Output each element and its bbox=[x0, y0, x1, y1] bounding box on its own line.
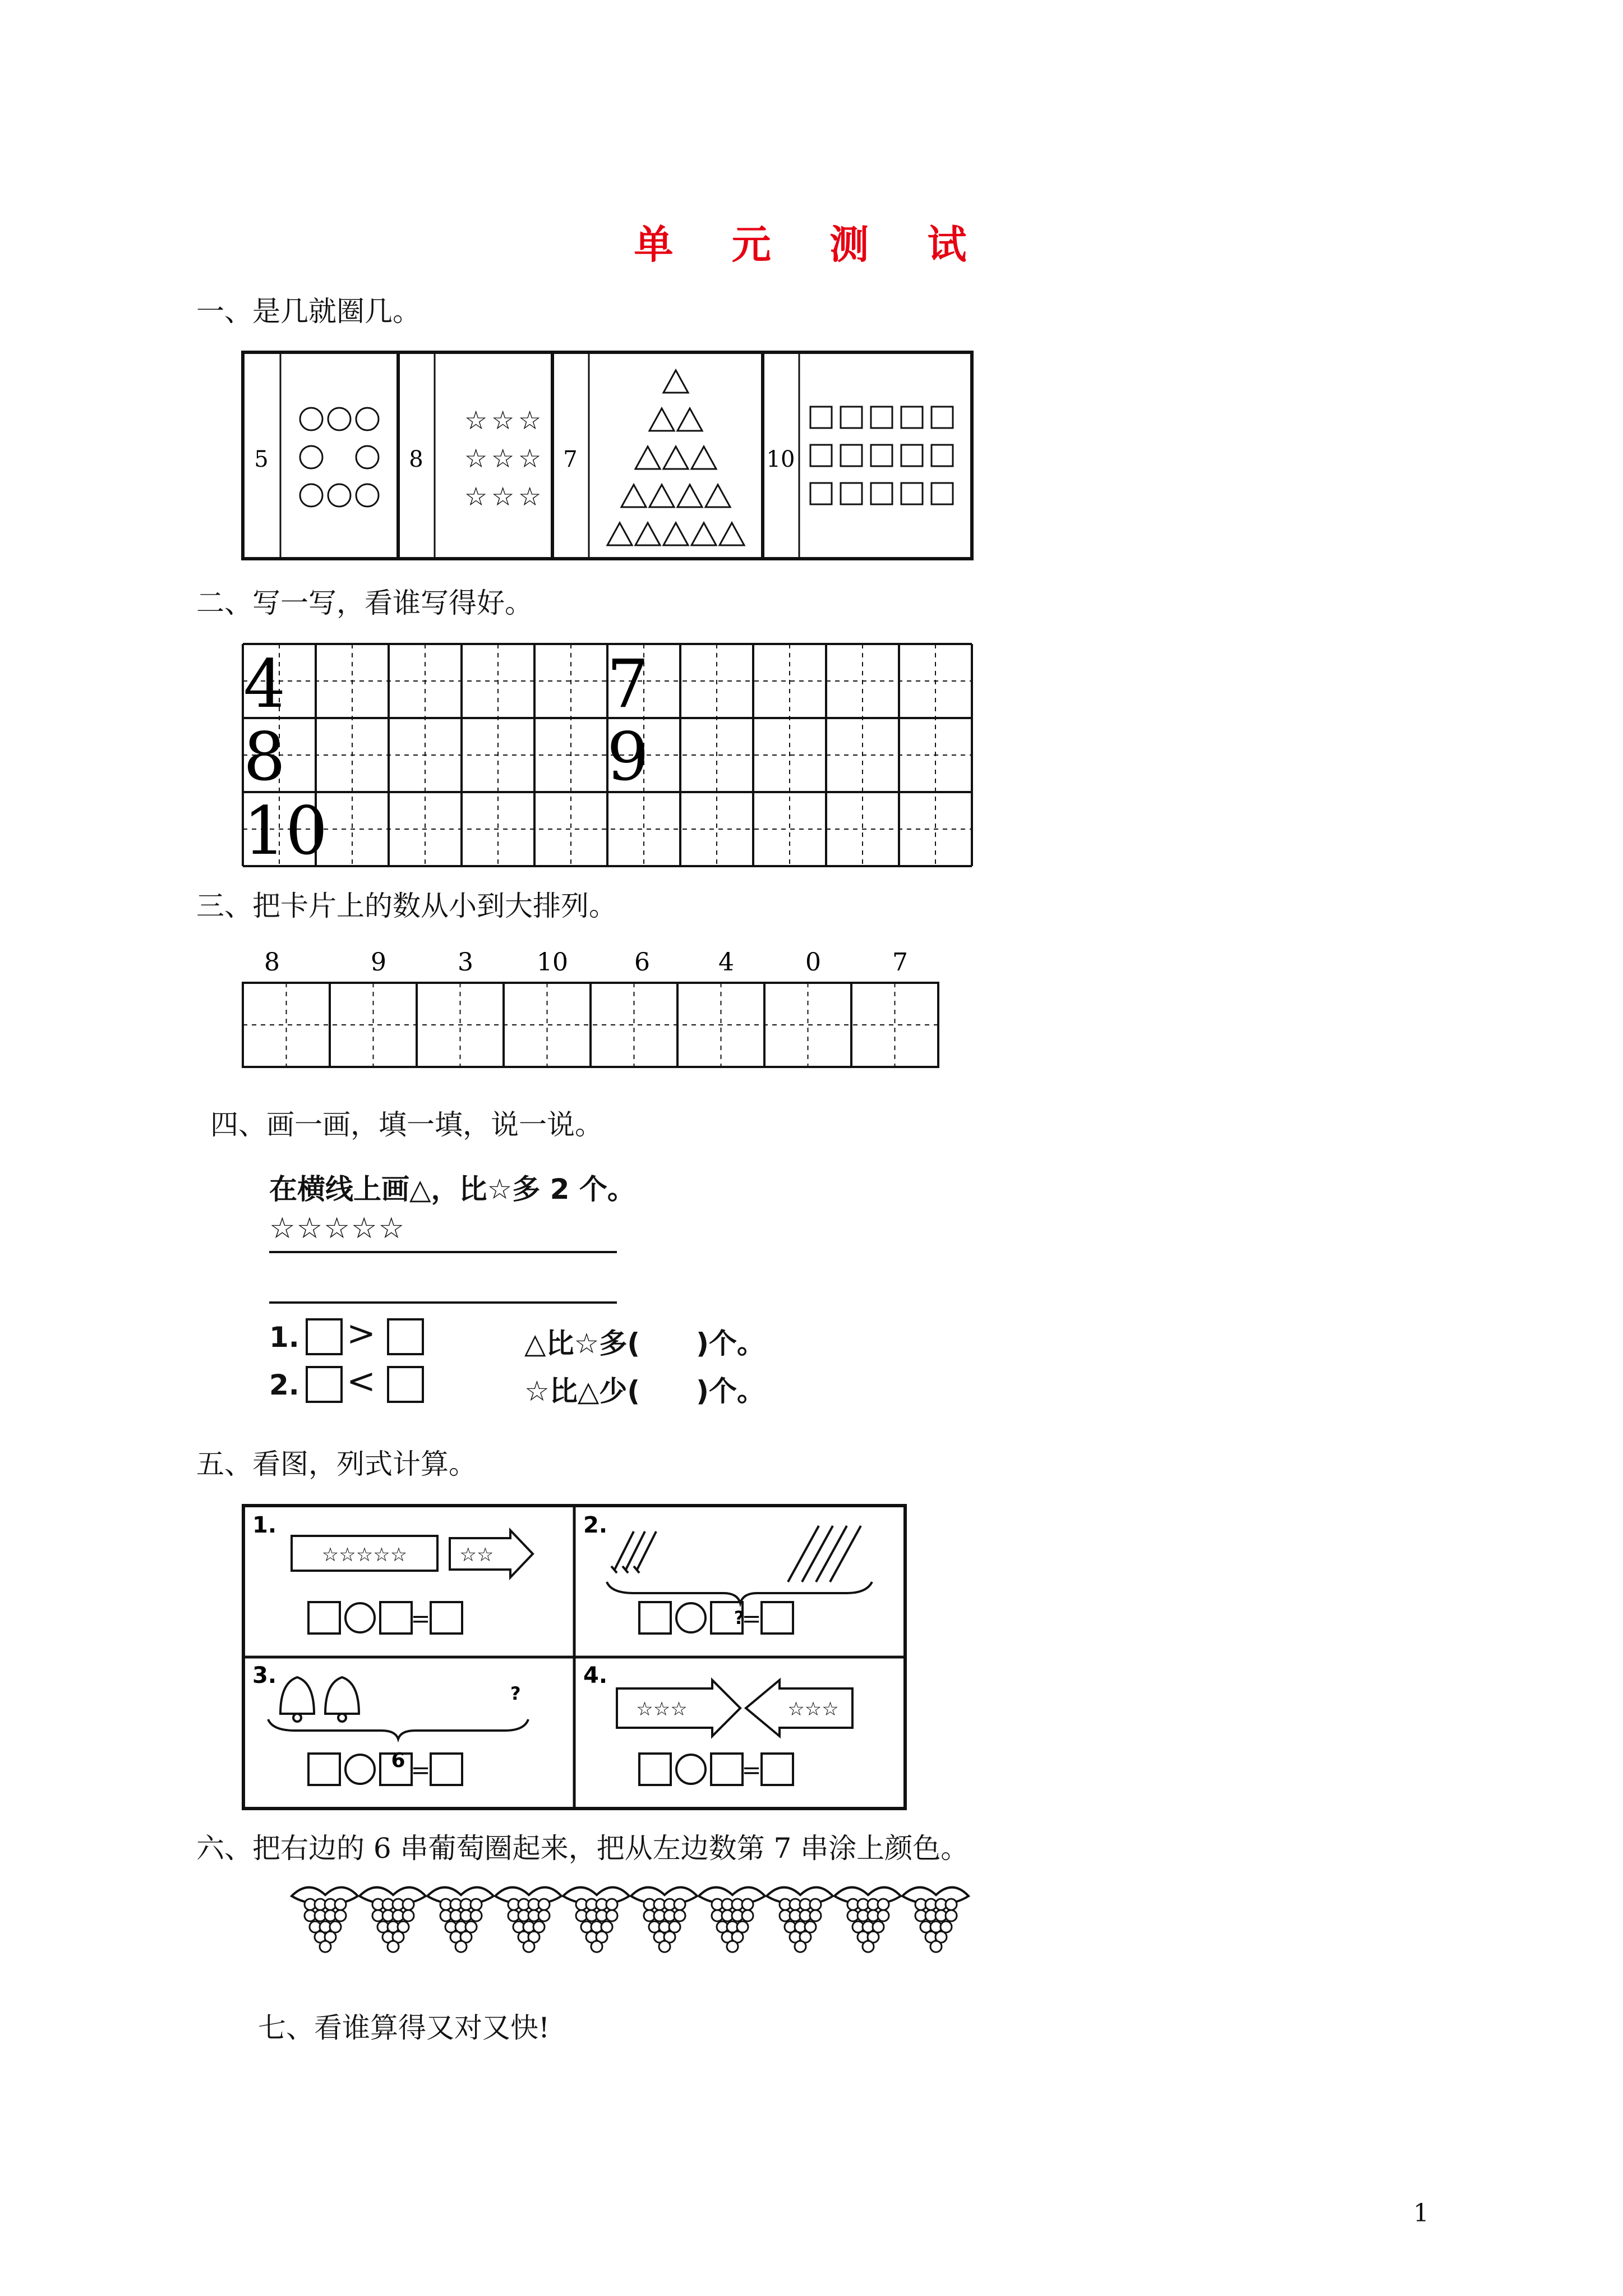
answer-box[interactable] bbox=[308, 1754, 340, 1785]
number-card: 7 bbox=[892, 948, 908, 977]
square-shape bbox=[871, 407, 892, 428]
group-number: 10 bbox=[766, 447, 795, 472]
answer-box[interactable] bbox=[431, 1602, 462, 1634]
star-shape: ☆ bbox=[491, 481, 515, 512]
star-shape: ☆ bbox=[464, 481, 488, 512]
sample-digit: 8 bbox=[243, 718, 286, 795]
square-shape bbox=[932, 445, 953, 466]
sample-digit: 9 bbox=[607, 718, 649, 795]
square-shape bbox=[810, 445, 832, 466]
triangle-shape bbox=[607, 523, 632, 545]
section3-heading: 三、把卡片上的数从小到大排列。 bbox=[196, 890, 617, 922]
triangle-shape bbox=[621, 485, 646, 507]
circle-group bbox=[300, 408, 379, 507]
section6-heading: 六、把右边的 6 串葡萄圈起来，把从左边数第 7 串涂上颜色。 bbox=[196, 1832, 969, 1865]
circle-shape bbox=[356, 484, 379, 507]
square-shape bbox=[810, 407, 832, 428]
draw-line[interactable] bbox=[269, 1301, 617, 1304]
answer-box[interactable] bbox=[380, 1602, 412, 1634]
section1-heading: 一、是几就圈几。 bbox=[196, 295, 421, 328]
triangle-shape bbox=[635, 447, 660, 469]
sample-digit: 7 bbox=[607, 645, 649, 723]
star-shape: ☆ bbox=[491, 405, 515, 435]
triangle-shape bbox=[635, 523, 660, 545]
number-card: 9 bbox=[371, 948, 386, 977]
star-group bbox=[464, 405, 541, 512]
question-text: ☆比△少( )个。 bbox=[524, 1375, 765, 1407]
answer-box[interactable] bbox=[387, 1318, 424, 1355]
triangle-shape bbox=[663, 447, 688, 469]
triangle-shape bbox=[649, 485, 674, 507]
number-card: 8 bbox=[264, 948, 280, 977]
section2-heading: 二、写一写，看谁写得好。 bbox=[196, 587, 533, 619]
circle-shape bbox=[328, 408, 351, 430]
group-number: 5 bbox=[254, 447, 269, 472]
grape-row bbox=[280, 1879, 970, 1958]
counting-table bbox=[241, 351, 976, 564]
writing-grid bbox=[241, 642, 976, 872]
total-number: 6 bbox=[391, 1749, 405, 1772]
answer-box[interactable] bbox=[762, 1754, 793, 1785]
section4-heading: 四、画一画，填一填，说一说。 bbox=[210, 1108, 603, 1141]
circle-shape bbox=[300, 408, 322, 430]
triangle-shape bbox=[691, 523, 716, 545]
triangle-shape bbox=[677, 485, 702, 507]
square-shape bbox=[841, 407, 862, 428]
triangle-shape bbox=[663, 370, 688, 393]
panel-label: 4. bbox=[583, 1663, 608, 1688]
question-label: 2. bbox=[269, 1369, 299, 1401]
circle-shape bbox=[356, 446, 379, 468]
square-shape bbox=[841, 445, 862, 466]
operator-circle[interactable] bbox=[345, 1603, 375, 1632]
grape-bunch-icon[interactable] bbox=[495, 1887, 561, 1952]
question-text: △比☆多( )个。 bbox=[524, 1327, 765, 1360]
section5-heading: 五、看图，列式计算。 bbox=[196, 1448, 477, 1480]
number-card: 3 bbox=[458, 948, 473, 977]
page-number: 1 bbox=[1413, 2199, 1429, 2228]
bell-icon bbox=[280, 1677, 359, 1722]
circle-shape bbox=[328, 484, 351, 507]
grape-bunch-icon[interactable] bbox=[359, 1887, 426, 1952]
group-number: 8 bbox=[409, 447, 423, 472]
sample-digit: 10 bbox=[243, 792, 328, 869]
answer-box[interactable] bbox=[306, 1366, 343, 1403]
star-group: ☆☆☆☆☆ bbox=[321, 1544, 408, 1566]
answer-box[interactable] bbox=[431, 1754, 462, 1785]
panel-label: 2. bbox=[583, 1512, 608, 1538]
number-card: 0 bbox=[805, 948, 821, 977]
grape-bunch-icon[interactable] bbox=[563, 1887, 629, 1952]
star-shape: ☆ bbox=[518, 481, 542, 512]
square-shape bbox=[810, 483, 832, 504]
star-group: ☆☆☆ bbox=[787, 1698, 839, 1720]
square-shape bbox=[901, 483, 923, 504]
circle-shape bbox=[300, 484, 322, 507]
equals-sign: = bbox=[741, 1756, 762, 1784]
triangle-shape bbox=[720, 523, 744, 545]
square-shape bbox=[932, 407, 953, 428]
answer-box[interactable] bbox=[306, 1318, 343, 1355]
comparison-sign: < bbox=[347, 1360, 376, 1401]
star-shape: ☆ bbox=[464, 443, 488, 473]
stars-row: ☆☆☆☆☆ bbox=[269, 1212, 406, 1245]
grape-bunch-icon[interactable] bbox=[292, 1887, 358, 1952]
triangle-group bbox=[607, 370, 744, 545]
answer-box[interactable] bbox=[308, 1602, 340, 1634]
star-shape: ☆ bbox=[464, 405, 488, 435]
page-title: 单 元 测 试 bbox=[634, 221, 989, 268]
draw-line[interactable] bbox=[269, 1251, 617, 1253]
square-shape bbox=[871, 483, 892, 504]
pencil-icon bbox=[611, 1531, 656, 1573]
card-sorting bbox=[241, 942, 953, 1077]
star-group: ☆☆☆ bbox=[636, 1698, 688, 1720]
section7-heading: 七、看谁算得又对又快! bbox=[258, 2012, 550, 2044]
star-shape: ☆ bbox=[491, 443, 515, 473]
answer-box[interactable] bbox=[639, 1754, 671, 1785]
equals-sign: = bbox=[411, 1605, 431, 1632]
equals-sign: = bbox=[411, 1756, 431, 1784]
square-shape bbox=[841, 483, 862, 504]
star-group: ☆☆ bbox=[459, 1544, 494, 1566]
answer-box[interactable] bbox=[711, 1754, 743, 1785]
number-card: 6 bbox=[634, 948, 650, 977]
draw-instruction: 在横线上画△，比☆多 2 个。 bbox=[269, 1173, 635, 1205]
square-shape bbox=[932, 483, 953, 504]
star-shape: ☆ bbox=[518, 443, 542, 473]
operator-circle[interactable] bbox=[676, 1755, 706, 1784]
question-mark: ? bbox=[510, 1683, 521, 1704]
square-shape bbox=[871, 445, 892, 466]
triangle-shape bbox=[677, 408, 702, 431]
grape-bunch-icon[interactable] bbox=[699, 1887, 765, 1952]
operator-circle[interactable] bbox=[676, 1603, 706, 1632]
answer-box[interactable] bbox=[639, 1602, 671, 1634]
grape-bunch-icon[interactable] bbox=[902, 1887, 969, 1952]
question-label: 1. bbox=[269, 1321, 299, 1354]
triangle-shape bbox=[706, 485, 730, 507]
picture-problems bbox=[241, 1503, 909, 1818]
grape-bunch-icon[interactable] bbox=[631, 1887, 697, 1952]
star-shape: ☆ bbox=[518, 405, 542, 435]
grape-bunch-icon[interactable] bbox=[834, 1887, 901, 1952]
square-shape bbox=[901, 407, 923, 428]
answer-box[interactable] bbox=[762, 1602, 793, 1634]
circle-shape bbox=[300, 446, 322, 468]
number-card: 10 bbox=[537, 948, 568, 977]
grape-bunch-icon[interactable] bbox=[427, 1887, 494, 1952]
square-shape bbox=[901, 445, 923, 466]
triangle-shape bbox=[649, 408, 674, 431]
circle-shape bbox=[356, 408, 379, 430]
number-card: 4 bbox=[718, 948, 734, 977]
triangle-shape bbox=[663, 523, 688, 545]
operator-circle[interactable] bbox=[345, 1755, 375, 1784]
question-mark: ? bbox=[734, 1607, 745, 1628]
comparison-sign: > bbox=[347, 1313, 376, 1354]
equals-sign: = bbox=[741, 1605, 762, 1632]
pencil-icon bbox=[788, 1526, 861, 1582]
answer-box[interactable] bbox=[387, 1366, 424, 1403]
group-number: 7 bbox=[563, 447, 578, 472]
triangle-shape bbox=[691, 447, 716, 469]
panel-label: 1. bbox=[252, 1512, 277, 1538]
panel-label: 3. bbox=[252, 1663, 277, 1688]
grape-bunch-icon[interactable] bbox=[767, 1887, 833, 1952]
sample-digit: 4 bbox=[243, 645, 286, 723]
square-group bbox=[810, 407, 953, 504]
